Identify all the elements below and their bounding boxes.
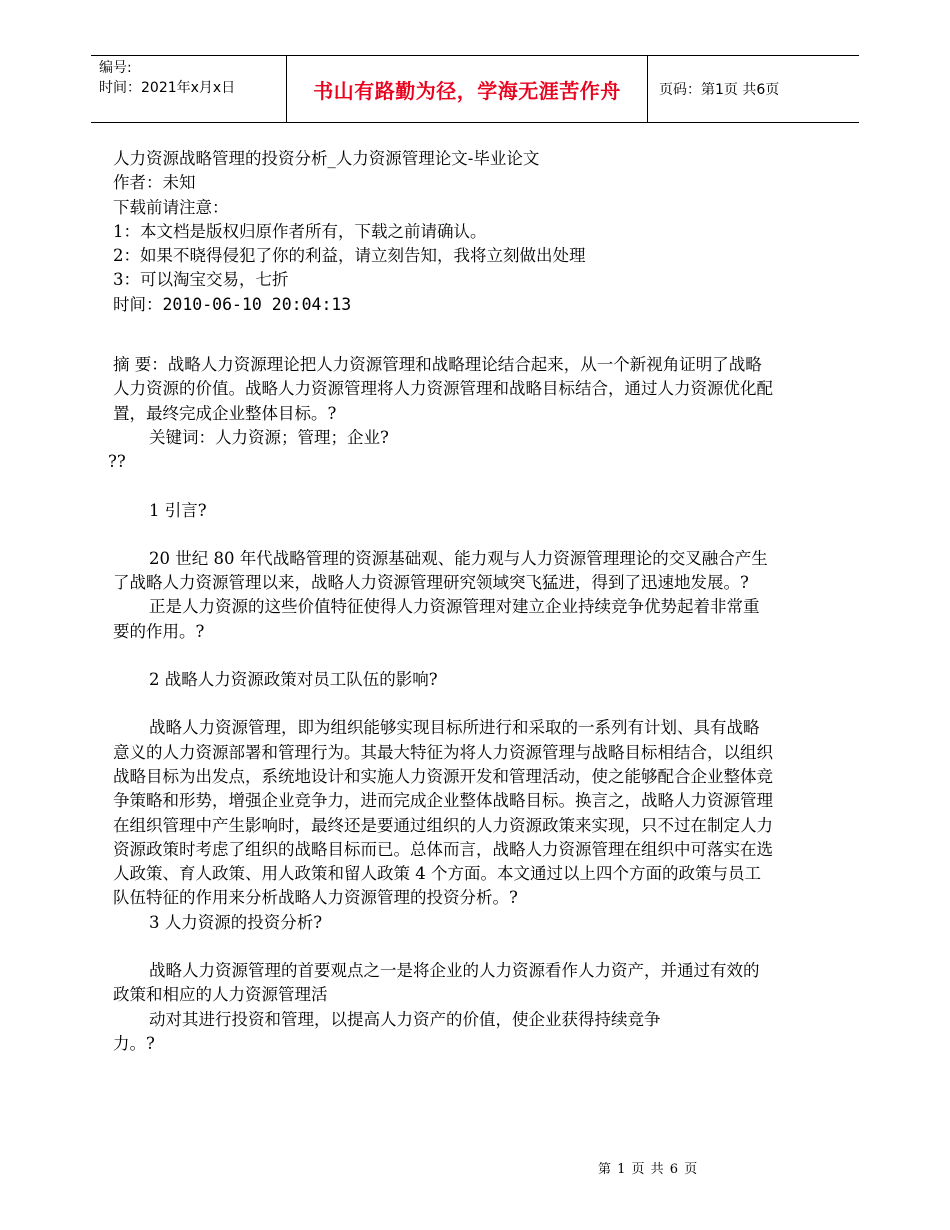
time-line: 时间：2010-06-10 20:04:13 <box>113 294 352 314</box>
section-heading-2: 2 战略人力资源政策对员工队伍的影响? <box>149 670 438 690</box>
abstract-paragraph: 摘 要：战略人力资源理论把人力资源管理和战略理论结合起来，从一个新视角证明了战略人力资源的价值。战略人力资源管理将人力资源管理和战略目标结合，通过人力资源优化配置，最终完成企业整体目标。? <box>113 355 773 423</box>
section-heading-3: 3 人力资源的投资分析? <box>149 912 323 932</box>
author-line: 作者：未知 <box>113 173 196 193</box>
header-meta <box>99 58 285 98</box>
placeholder-marks: ?? <box>108 452 126 472</box>
notice-item-1: 1：本文档是版权归原作者所有，下载之前请确认。 <box>113 221 487 241</box>
section-heading-1: 1 引言? <box>149 500 207 520</box>
notice-item-2: 2：如果不晓得侵犯了你的利益，请立刻告知，我将立刻做出处理 <box>113 246 586 266</box>
section-3-paragraph-line-1: 战略人力资源管理的首要观点之一是将企业的人力资源看作人力资产，并通过有效的政策和相应的人力资源管理活 <box>113 961 760 1005</box>
section-1-paragraph-1: 20 世纪 80 年代战略管理的资源基础观、能力观与人力资源管理理论的交叉融合产生了战略人力资源管理以来，战略人力资源管理研究领域突飞猛进，得到了迅速地发展。? <box>113 548 768 593</box>
spacer <box>113 317 773 341</box>
notice-item-3: 3：可以淘宝交易，七折 <box>113 270 289 290</box>
notice-heading: 下载前请注意： <box>113 197 229 217</box>
header-motto: 书山有路勤为径，学海无涯苦作舟 <box>286 56 648 122</box>
document-body <box>108 147 773 1056</box>
spacer <box>113 475 773 499</box>
page-footer: 第 1 页 共 6 页 <box>598 1162 699 1177</box>
spacer <box>113 644 773 668</box>
keywords-line: 关键词：人力资源；管理；企业? <box>149 427 389 447</box>
header-page-label: 页码：第1页 共6页 <box>659 82 780 98</box>
spacer <box>113 692 773 716</box>
document-title: 人力资源战略管理的投资分析_人力资源管理论文-毕业论文 <box>113 149 540 168</box>
page-header <box>91 55 859 123</box>
spacer <box>113 341 773 353</box>
spacer <box>113 935 773 959</box>
spacer <box>113 523 773 547</box>
number-label: 编号: <box>99 60 132 76</box>
section-3-paragraph-line-2: 动对其进行投资和管理，以提高人力资产的价值，使企业获得持续竞争 <box>149 1009 661 1029</box>
section-1-paragraph-2: 正是人力资源的这些价值特征使得人力资源管理对建立企业持续竞争优势起着非常重要的作用。? <box>113 597 760 641</box>
section-2-paragraph: 战略人力资源管理，即为组织能够实现目标所进行和采取的一系列有计划、具有战略意义的人力资源部署和管理行为。其最大特征为将人力资源管理与战略目标相结合，以组织战略目标为出发点，系统地设计和实施人力资源开发和管理活动，使之能够配合企业整体竞争策略和形势，增强企业竞争力，进而完成企业整体战略目标。换言之，战略人力资源管理在组织管理中产生影响时，最终还是要通过组织的人力资源政策来实现，只不过在制定人力资源政策时考虑了组织的战略目标而已。总体而言，战略人力资源管理在组织中可落实在选人政策、育人政策、用人政策和留人政策 4 个方面。本文通过以上四个方面的政策与员工队伍特征的作用来分析战略人力资源管理的投资分析。? <box>113 718 773 908</box>
section-3-paragraph-line-3: 力。? <box>113 1033 155 1053</box>
time-label: 时间：2021年x月x日 <box>99 80 236 96</box>
